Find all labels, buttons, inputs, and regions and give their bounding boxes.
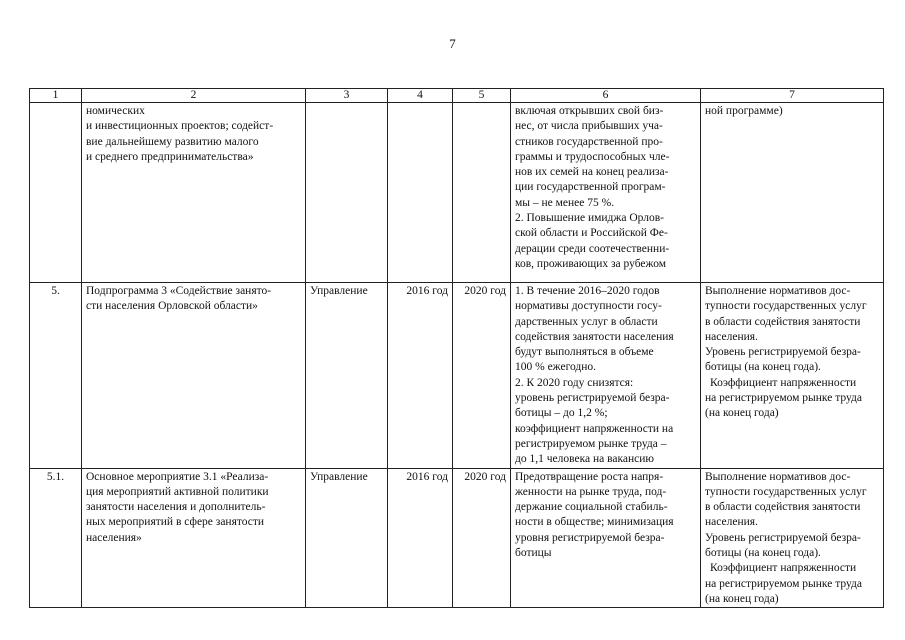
cell-text-line: Предотвращение роста напря- [515,470,664,483]
cell-text-line: тупности государственных услуг [705,485,867,498]
indicator-link-cell [701,283,884,469]
cell-text-line: ных мероприятий в сфере занятости [86,516,265,529]
cell-text-line: дарственных услуг в области [515,315,658,328]
activity-name-cell [82,468,306,608]
indicator-link-cell [701,103,884,283]
table-row [30,283,884,469]
start-year-cell [388,103,453,283]
cell-text-line: Управление [310,470,368,483]
cell-text-line: и среднего предпринимательства» [86,150,254,163]
cell-text-line: 5.1. [46,470,65,483]
cell-text-line: ботицы [515,547,552,560]
cell-text-line: ской области и Российской Фе- [515,227,668,240]
column-number-row [30,89,884,103]
cell-text-line: 2016 год [406,470,448,483]
cell-text-line: 100 % ежегодно. [515,361,597,374]
cell-text-line: Основное мероприятие 3.1 «Реализа- [86,470,269,483]
end-year-cell [453,103,511,283]
column-number-2: 2 [82,89,306,103]
activity-name-cell [82,103,306,283]
cell-text-line: нов их семей на конец реализа- [515,166,669,179]
start-year-cell [388,283,453,469]
cell-text-line: сти населения Орловской области» [86,300,258,313]
cell-text-line: содействия занятости населения [515,330,674,343]
cell-text-line: женности на рынке труда, под- [515,485,667,498]
cell-text-line: Выполнение нормативов дос- [705,470,851,483]
cell-text-line: населения. [705,330,758,343]
cell-text-line: в области содействия занятости [705,315,861,328]
cell-text-line: тупности государственных услуг [705,300,867,313]
cell-text-line: Управление [310,285,368,297]
cell-text-line: ности в обществе; минимизация [515,516,674,529]
cell-text-line: граммы и трудоспособных чле- [515,150,670,163]
cell-text-line: (на конец года) [705,592,779,605]
column-number-3: 3 [306,89,388,103]
activity-name-cell [82,283,306,469]
cell-text-line: нормативы доступности госу- [515,300,662,313]
program-table [29,88,884,608]
cell-text-line: (на конец года) [705,407,779,420]
cell-text-line: будут выполняться в объеме [515,346,654,359]
cell-text-line: ной программе) [705,105,783,117]
cell-text-line: нес, от числа прибывших уча- [515,120,663,133]
cell-text-line: дерации среди соотечественни- [515,242,670,255]
table-row [30,468,884,608]
cell-text-line: Выполнение нормативов дос- [705,285,851,297]
cell-text-line: включая открывших свой биз- [515,105,664,117]
cell-text-line: Уровень регистрируемой безра- [705,531,861,544]
cell-text-line: 2. Повышение имиджа Орлов- [515,212,664,225]
table-row [30,103,884,283]
end-year-cell [453,283,511,469]
cell-text-line: 2020 год [464,470,506,483]
cell-text-line: коэффициент напряженности на [515,422,674,435]
cell-text-line: ция мероприятий активной политики [86,485,269,498]
cell-text-line: регистрируемом рынке труда – [515,437,667,450]
end-year-cell [453,468,511,608]
cell-text-line: до 1,1 человека на вакансию [515,453,654,466]
cell-text-line: ботицы (на конец года). [705,547,821,560]
cell-text-line: 1. В течение 2016–2020 годов [515,285,660,297]
expected-result-cell [511,283,701,469]
item-number-cell [30,103,82,283]
cell-text-line: ции государственной програм- [515,181,666,194]
indicator-link-cell [701,468,884,608]
executor-cell [306,103,388,283]
cell-text-line: стников государственной про- [515,135,663,148]
cell-text-line: номических [86,105,145,117]
cell-text-line: Уровень регистрируемой безра- [705,346,861,359]
cell-text-line: 2020 год [464,285,506,297]
column-number-6: 6 [511,89,701,103]
cell-text-line: занятости населения и дополнитель- [86,501,266,514]
cell-text-line: Коэффициент напряженности [710,562,857,575]
cell-text-line: ков, проживающих за рубежом [515,257,666,270]
cell-text-line: населения» [86,531,142,544]
cell-text-line: ботицы (на конец года). [705,361,821,374]
expected-result-cell [511,103,701,283]
cell-text-line: уровня регистрируемой безра- [515,531,665,544]
column-number-5: 5 [453,89,511,103]
cell-text-line: Подпрограмма 3 «Содействие занято- [86,285,272,297]
expected-result-cell [511,468,701,608]
cell-text-line: 2016 год [406,285,448,297]
cell-text-line: мы – не менее 75 %. [515,196,615,209]
cell-text-line: вие дальнейшему развитию малого [86,135,259,148]
cell-text-line: на регистрируемом рынке труда [705,577,862,590]
column-number-1: 1 [30,89,82,103]
column-number-7: 7 [701,89,884,103]
column-number-4: 4 [388,89,453,103]
cell-text-line: в области содействия занятости [705,501,861,514]
cell-text-line: Коэффициент напряженности [710,376,857,389]
executor-cell [306,283,388,469]
cell-text-line: 5. [51,285,60,297]
cell-text-line: на регистрируемом рынке труда [705,392,862,405]
cell-text-line: 2. К 2020 году снизятся: [515,376,634,389]
executor-cell [306,468,388,608]
cell-text-line: населения. [705,516,758,529]
cell-text-line: ботицы – до 1,2 %; [515,407,608,420]
cell-text-line: и инвестиционных проектов; содейст- [86,120,274,133]
cell-text-line: уровень регистрируемой безра- [515,392,670,405]
page-number: 7 [449,36,456,51]
item-number-cell [30,468,82,608]
cell-text-line: держание социальной стабиль- [515,501,668,514]
start-year-cell [388,468,453,608]
item-number-cell [30,283,82,469]
